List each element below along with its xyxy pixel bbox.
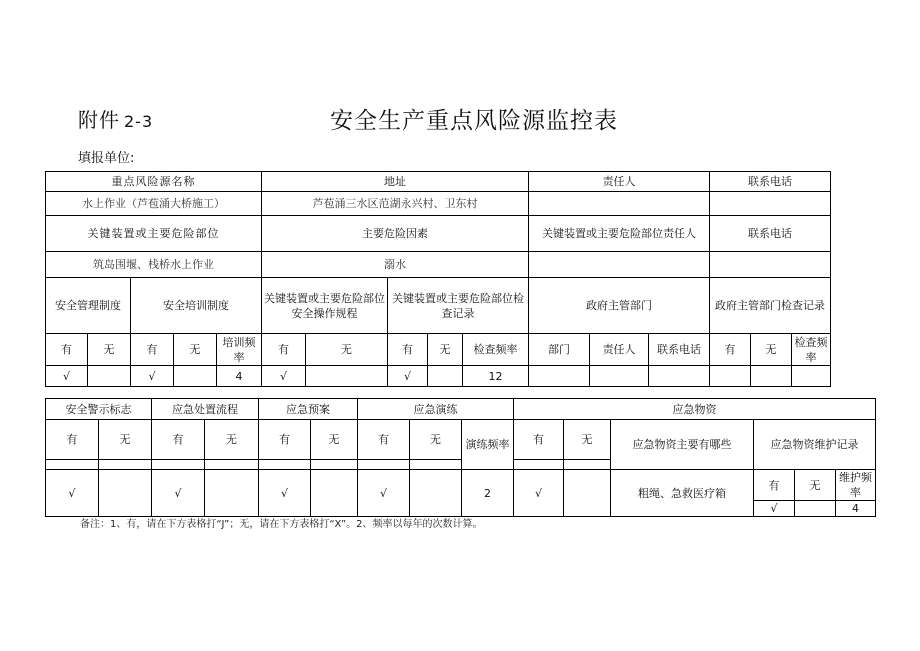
maint-frequency-value: 4 [836,501,876,517]
plan-yes-spacer [259,460,311,470]
maint-no-label: 无 [795,470,836,501]
hdr-address: 地址 [262,172,529,192]
gov-check-no-label: 无 [751,334,792,366]
drill-no-spacer [410,460,462,470]
supplies-list-value: 粗绳、急救医疗箱 [611,470,754,517]
training-yes-label: 有 [131,334,174,366]
gov-person-value [590,366,649,387]
drill-no-label: 无 [410,420,462,460]
risk-source-table [45,171,831,387]
page-title: 安全生产重点风险源监控表 [330,108,618,134]
inspection-yes-mark: √ [388,366,428,387]
gov-person-label: 责任人 [590,334,649,366]
process-yes-label: 有 [152,420,205,460]
training-no-label: 无 [174,334,217,366]
signs-no-cell [99,470,152,517]
check-frequency-value: 12 [463,366,529,387]
mgmt-yes-label: 有 [46,334,88,366]
training-no-cell [174,366,217,387]
hdr-emergency-supplies: 应急物资 [514,399,876,420]
gov-check-frequency-label: 检查频率 [792,334,831,366]
contact-phone-value [710,192,831,216]
plan-no-spacer [311,460,358,470]
hdr-main-danger-factor: 主要危险因素 [262,216,529,252]
hdr-contact-phone: 联系电话 [710,172,831,192]
signs-yes-mark: √ [46,470,99,517]
supplies-no-cell [564,470,611,517]
inspection-no-label: 无 [428,334,463,366]
hdr-safety-management: 安全管理制度 [46,278,131,334]
attachment-number: 2-3 [124,112,154,131]
maint-frequency-label: 维护频率 [836,470,876,501]
training-frequency-value: 4 [217,366,262,387]
process-no-cell [205,470,259,517]
supplies-no-label: 无 [564,420,611,460]
procedure-no-label: 无 [306,334,388,366]
supplies-main-label: 应急物资主要有哪些 [611,420,754,470]
hdr-emergency-plan: 应急预案 [259,399,358,420]
hdr-risk-source-name: 重点风险源名称 [46,172,262,192]
mgmt-yes-mark: √ [46,366,88,387]
hdr-safety-procedure: 关键装置或主要危险部位安全操作规程 [262,278,388,334]
maint-yes-label: 有 [754,470,795,501]
supplies-yes-mark: √ [514,470,564,517]
hdr-safety-training: 安全培训制度 [131,278,262,334]
hdr-emergency-drill: 应急演练 [358,399,514,420]
hdr-responsible-person: 责任人 [529,172,710,192]
hdr-key-device: 关键装置或主要危险部位 [46,216,262,252]
contact-phone-2-value [710,252,831,278]
process-no-label: 无 [205,420,259,460]
process-yes-spacer [152,460,205,470]
plan-no-cell [311,470,358,517]
supplies-yes-label: 有 [514,420,564,460]
footnote: 备注：1、有，请在下方表格打“J”；无，请在下方表格打“X”。2、频率以每年的次数计算。 [80,519,483,530]
plan-yes-mark: √ [259,470,311,517]
gov-check-yes-label: 有 [710,334,751,366]
risk-source-name-value: 水上作业（芦苞涌大桥施工） [46,192,262,216]
procedure-no-cell [306,366,388,387]
attachment-text: 附件 [78,108,120,132]
gov-check-yes-cell [710,366,751,387]
emergency-table [45,398,876,517]
maint-yes-mark: √ [754,501,795,517]
hdr-key-device-person: 关键装置或主要危险部位责任人 [529,216,710,252]
drill-frequency-label: 演练频率 [462,420,514,470]
plan-no-label: 无 [311,420,358,460]
main-danger-factor-value: 溺水 [262,252,529,278]
supplies-yes-spacer [514,460,564,470]
maint-no-cell [795,501,836,517]
plan-yes-label: 有 [259,420,311,460]
drill-frequency-value: 2 [462,470,514,517]
gov-check-frequency-cell [792,366,831,387]
supplies-record-label: 应急物资维护记录 [754,420,876,470]
inspection-no-cell [428,366,463,387]
drill-yes-spacer [358,460,410,470]
process-yes-mark: √ [152,470,205,517]
address-value: 芦苞涌三水区范湖永兴村、卫东村 [262,192,529,216]
dept-label: 部门 [529,334,590,366]
drill-yes-label: 有 [358,420,410,460]
process-no-spacer [205,460,259,470]
hdr-safety-signs: 安全警示标志 [46,399,152,420]
key-device-value: 筑岛围堰、栈桥水上作业 [46,252,262,278]
hdr-contact-phone-2: 联系电话 [710,216,831,252]
procedure-yes-mark: √ [262,366,306,387]
hdr-gov-check-record: 政府主管部门检查记录 [710,278,831,334]
procedure-yes-label: 有 [262,334,306,366]
training-yes-mark: √ [131,366,174,387]
hdr-inspection-record: 关键装置或主要危险部位检查记录 [388,278,529,334]
drill-yes-mark: √ [358,470,410,517]
attachment-label [78,104,153,133]
gov-phone-label: 联系电话 [649,334,710,366]
mgmt-no-label: 无 [88,334,131,366]
key-device-person-value [529,252,710,278]
drill-no-cell [410,470,462,517]
responsible-person-value [529,192,710,216]
check-frequency-label: 检查频率 [463,334,529,366]
signs-yes-label: 有 [46,420,99,460]
dept-value [529,366,590,387]
supplies-no-spacer [564,460,611,470]
mgmt-no-cell [88,366,131,387]
gov-check-no-cell [751,366,792,387]
signs-no-label: 无 [99,420,152,460]
training-frequency-label: 培训频率 [217,334,262,366]
hdr-emergency-process: 应急处置流程 [152,399,259,420]
inspection-yes-label: 有 [388,334,428,366]
fill-unit-label: 填报单位: [78,151,135,166]
gov-phone-value [649,366,710,387]
hdr-gov-department: 政府主管部门 [529,278,710,334]
signs-no-spacer [99,460,152,470]
signs-yes-spacer [46,460,99,470]
